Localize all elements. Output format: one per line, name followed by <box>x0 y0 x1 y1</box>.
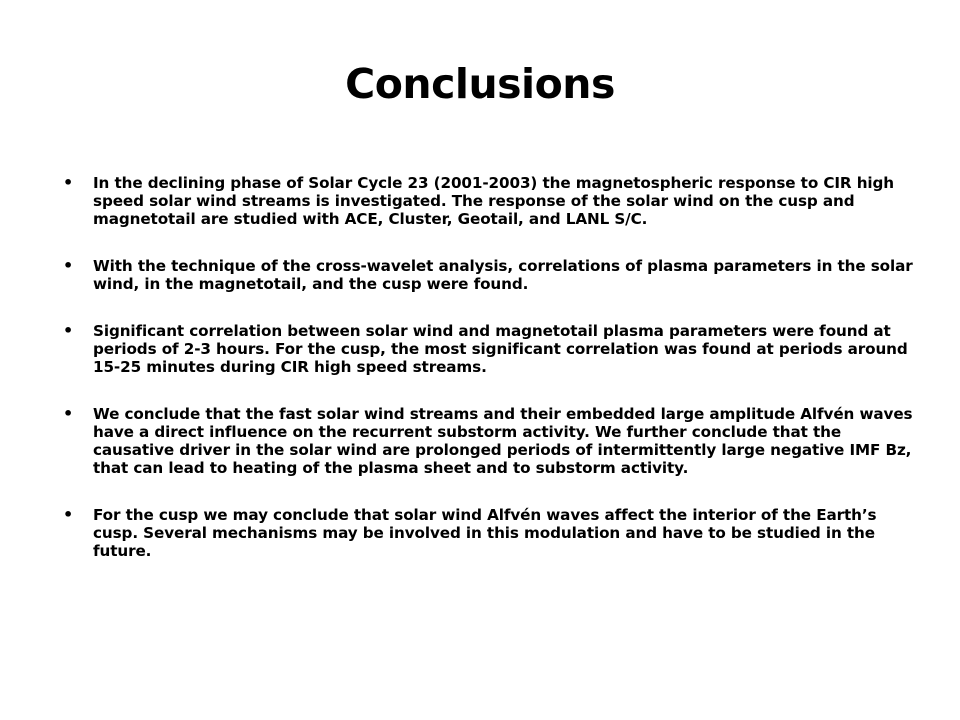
bullet-text: Significant correlation between solar wind and magnetotail plasma parameters were found at periods of 2-3 hours. For the cusp, the most significant correlation was found at periods around 15-25 minutes during CIR high speed streams. <box>93 322 908 376</box>
conclusions-list <box>63 174 913 589</box>
bullet-icon: • <box>63 321 74 340</box>
bullet-icon: • <box>63 173 74 192</box>
bullet-icon: • <box>63 256 74 275</box>
bullet-item-3 <box>63 322 913 376</box>
bullet-icon: • <box>63 404 74 423</box>
bullet-text: With the technique of the cross-wavelet analysis, correlations of plasma parameters in the solar wind, in the magnetotail, and the cusp were found. <box>93 257 913 293</box>
bullet-text: We conclude that the fast solar wind streams and their embedded large amplitude Alfvén waves have a direct influence on the recurrent substorm activity. We further conclude that the causative driver in the solar wind are prolonged periods of intermittently large negative IMF Bz, that can lead to heating of the plasma sheet and to substorm activity. <box>93 405 913 477</box>
bullet-text: In the declining phase of Solar Cycle 23 (2001-2003) the magnetospheric response to CIR high speed solar wind streams is investigated. The response of the solar wind on the cusp and magnetotail are studied with ACE, Cluster, Geotail, and LANL S/C. <box>93 174 895 228</box>
slide-title: Conclusions <box>345 60 615 108</box>
bullet-icon: • <box>63 505 74 524</box>
bullet-text: For the cusp we may conclude that solar wind Alfvén waves affect the interior of the Earth’s cusp. Several mechanisms may be involved in this modulation and have to be studied in the future. <box>93 506 877 560</box>
bullet-item-5 <box>63 506 913 560</box>
bullet-item-4 <box>63 405 913 477</box>
bullet-item-1 <box>63 174 913 228</box>
bullet-item-2 <box>63 257 913 293</box>
